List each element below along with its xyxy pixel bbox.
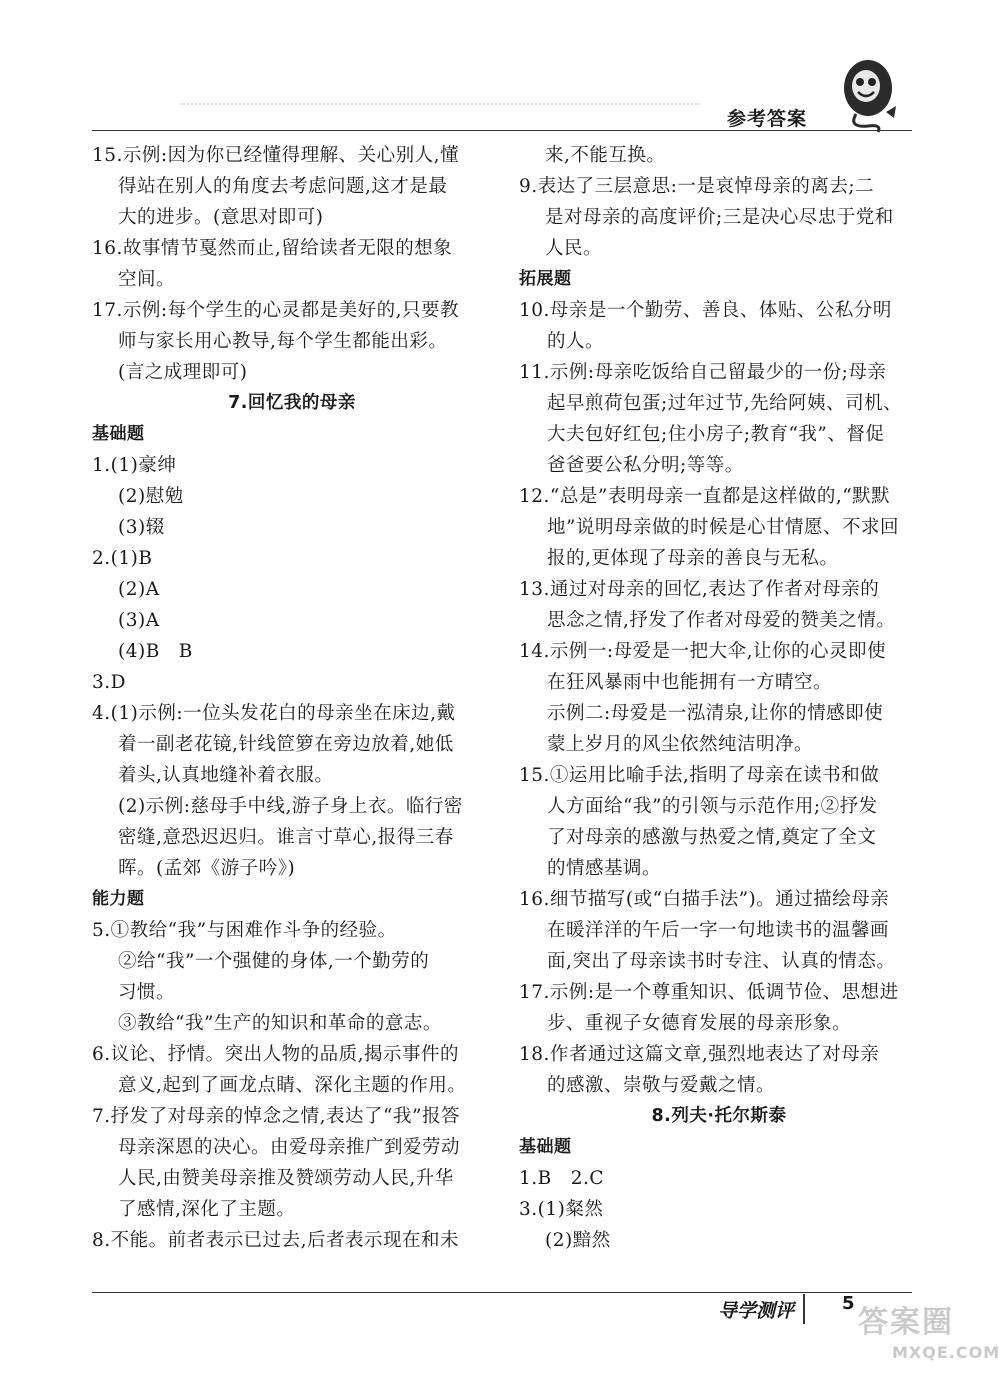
watermark <box>858 1306 1000 1366</box>
answer-line: 4.(1)示例:一位头发花白的母亲坐在床边,戴 <box>92 703 456 724</box>
header-decoration <box>180 103 700 107</box>
answer-line: (3)A <box>118 610 160 631</box>
section-heading: 基础题 <box>519 1137 572 1157</box>
answer-line: 3.(1)粲然 <box>519 1199 604 1220</box>
chapter-title: 8.列夫·托尔斯泰 <box>651 1106 787 1126</box>
answer-line: 3.D <box>92 672 126 693</box>
footer-rule <box>92 1292 912 1293</box>
answer-line: 空间。 <box>118 269 176 290</box>
answer-line: 在暖洋洋的午后一字一句地读书的温馨画 <box>547 920 890 941</box>
answer-line: 18.作者通过这篇文章,强烈地表达了对母亲 <box>519 1044 880 1065</box>
answer-line: 12.“总是”表明母亲一直都是这样做的,“默默 <box>519 486 891 507</box>
answer-line: 面,突出了母亲读书时专注、认真的情态。 <box>547 951 896 972</box>
right-column <box>519 140 919 1256</box>
footer-separator <box>803 1294 805 1324</box>
answer-line: 示例二:母爱是一泓清泉,让你的情感即使 <box>547 703 884 724</box>
answer-line: 11.示例:母亲吃饭给自己留最少的一份;母亲 <box>519 362 887 383</box>
left-column <box>92 140 492 1256</box>
answer-line: 着一副老花镜,针线笸箩在旁边放着,她低 <box>118 734 454 755</box>
answer-line: 1.(1)豪绅 <box>92 455 177 476</box>
answer-line: 着头,认真地缝补着衣服。 <box>118 765 334 786</box>
answer-line: (4)B B <box>118 641 193 662</box>
answer-line: 习惯。 <box>118 982 176 1003</box>
answer-line: 密缝,意恐迟迟归。谁言寸草心,报得三春 <box>118 827 454 848</box>
answer-line: (3)辍 <box>118 517 165 538</box>
answer-line: 5.①教给“我”与困难作斗争的经验。 <box>92 920 397 941</box>
footer-brand: 导学测评 <box>718 1300 795 1322</box>
answer-line: 7.抒发了对母亲的悼念之情,表达了“我”报答 <box>92 1106 460 1127</box>
section-heading: 拓展题 <box>519 269 572 289</box>
answer-line: 1.B 2.C <box>519 1168 605 1189</box>
answer-line: 地”说明母亲做的时候是心甘情愿、不求回 <box>547 517 899 538</box>
answer-line: 的人。 <box>547 331 605 352</box>
answer-line: 步、重视子女德育发展的母亲形象。 <box>547 1013 852 1034</box>
chapter-title: 7.回忆我的母亲 <box>228 393 356 413</box>
answer-line: (2)A <box>118 579 160 600</box>
answer-line: 人民,由赞美母亲推及赞颂劳动人民,升华 <box>118 1168 454 1189</box>
answer-line: 得站在别人的角度去考虑问题,这才是最 <box>118 176 448 197</box>
answer-line: 8.不能。前者表示已过去,后者表示现在和未 <box>92 1230 460 1251</box>
answer-line: 15.示例:因为你已经懂得理解、关心别人,懂 <box>92 145 460 166</box>
answer-line: 报的,更体现了母亲的善良与无私。 <box>547 548 839 569</box>
mascot-icon <box>838 48 900 136</box>
answer-line: 蒙上岁月的风尘依然纯洁明净。 <box>547 734 814 755</box>
answer-line: 意义,起到了画龙点睛、深化主题的作用。 <box>118 1075 467 1096</box>
header-rule <box>92 130 912 131</box>
answer-line: 人方面给“我”的引领与示范作用;②抒发 <box>547 796 878 817</box>
answer-line: (2)黯然 <box>545 1230 611 1251</box>
answer-line: 16.细节描写(或“白描手法”)。通过描绘母亲 <box>519 889 890 910</box>
answer-line: 6.议论、抒情。突出人物的品质,揭示事件的 <box>92 1044 460 1065</box>
answer-line: 母亲深恩的决心。由爱母亲推广到爱劳动 <box>118 1137 461 1158</box>
answer-line: 师与家长用心教导,每个学生都能出彩。 <box>118 331 448 352</box>
answer-line: 大夫包好红包;住小房子;教育“我”、督促 <box>547 424 885 445</box>
answer-line: 14.示例一:母爱是一把大伞,让你的心灵即使 <box>519 641 887 662</box>
answer-line: 晖。(孟郊《游子吟》) <box>118 858 296 879</box>
answer-line: 起早煎荷包蛋;过年过节,先给阿姨、司机、 <box>547 393 903 414</box>
answer-line: 大的进步。(意思对即可) <box>118 207 324 228</box>
answer-line: (2)慰勉 <box>118 486 184 507</box>
answer-line: 是对母亲的高度评价;三是决心尽忠于党和 <box>545 207 894 228</box>
answer-line: 2.(1)B <box>92 548 153 569</box>
section-heading: 能力题 <box>92 889 145 909</box>
answer-line: 17.示例:是一个尊重知识、低调节俭、思想进 <box>519 982 899 1003</box>
page-number: 5 <box>842 1293 855 1314</box>
answer-line: (言之成理即可) <box>118 362 248 383</box>
answer-line: 16.故事情节戛然而止,留给读者无限的想象 <box>92 238 453 259</box>
answer-line: 来,不能互换。 <box>545 145 666 166</box>
answer-line: 思念之情,抒发了作者对母爱的赞美之情。 <box>547 610 896 631</box>
answer-line: 了对母亲的感激与热爱之情,奠定了全文 <box>547 827 877 848</box>
header-title: 参考答案 <box>727 108 808 130</box>
watermark-text: 答案圈 <box>858 1305 954 1340</box>
answer-line: (2)示例:慈母手中线,游子身上衣。临行密 <box>118 796 463 817</box>
watermark-url: MXQE.COM <box>892 1343 1000 1362</box>
answer-line: 在狂风暴雨中也能拥有一方晴空。 <box>547 672 833 693</box>
answer-line: 人民。 <box>545 238 603 259</box>
answer-line: 的感激、崇敬与爱戴之情。 <box>547 1075 776 1096</box>
answer-line: 13.通过对母亲的回忆,表达了作者对母亲的 <box>519 579 880 600</box>
answer-line: 9.表达了三层意思:一是哀悼母亲的离去;二 <box>519 176 875 197</box>
answer-line: 15.①运用比喻手法,指明了母亲在读书和做 <box>519 765 880 786</box>
answer-line: ③教给“我”生产的知识和革命的意志。 <box>118 1013 442 1034</box>
answer-line: 17.示例:每个学生的心灵都是美好的,只要教 <box>92 300 460 321</box>
answer-line: 了感情,深化了主题。 <box>118 1199 296 1220</box>
answer-line: 的情感基调。 <box>547 858 662 879</box>
answer-line: 10.母亲是一个勤劳、善良、体贴、公私分明 <box>519 300 892 321</box>
answer-line: 爸爸要公私分明;等等。 <box>547 455 744 476</box>
answer-line: ②给“我”一个强健的身体,一个勤劳的 <box>118 951 430 972</box>
section-heading: 基础题 <box>92 424 145 444</box>
